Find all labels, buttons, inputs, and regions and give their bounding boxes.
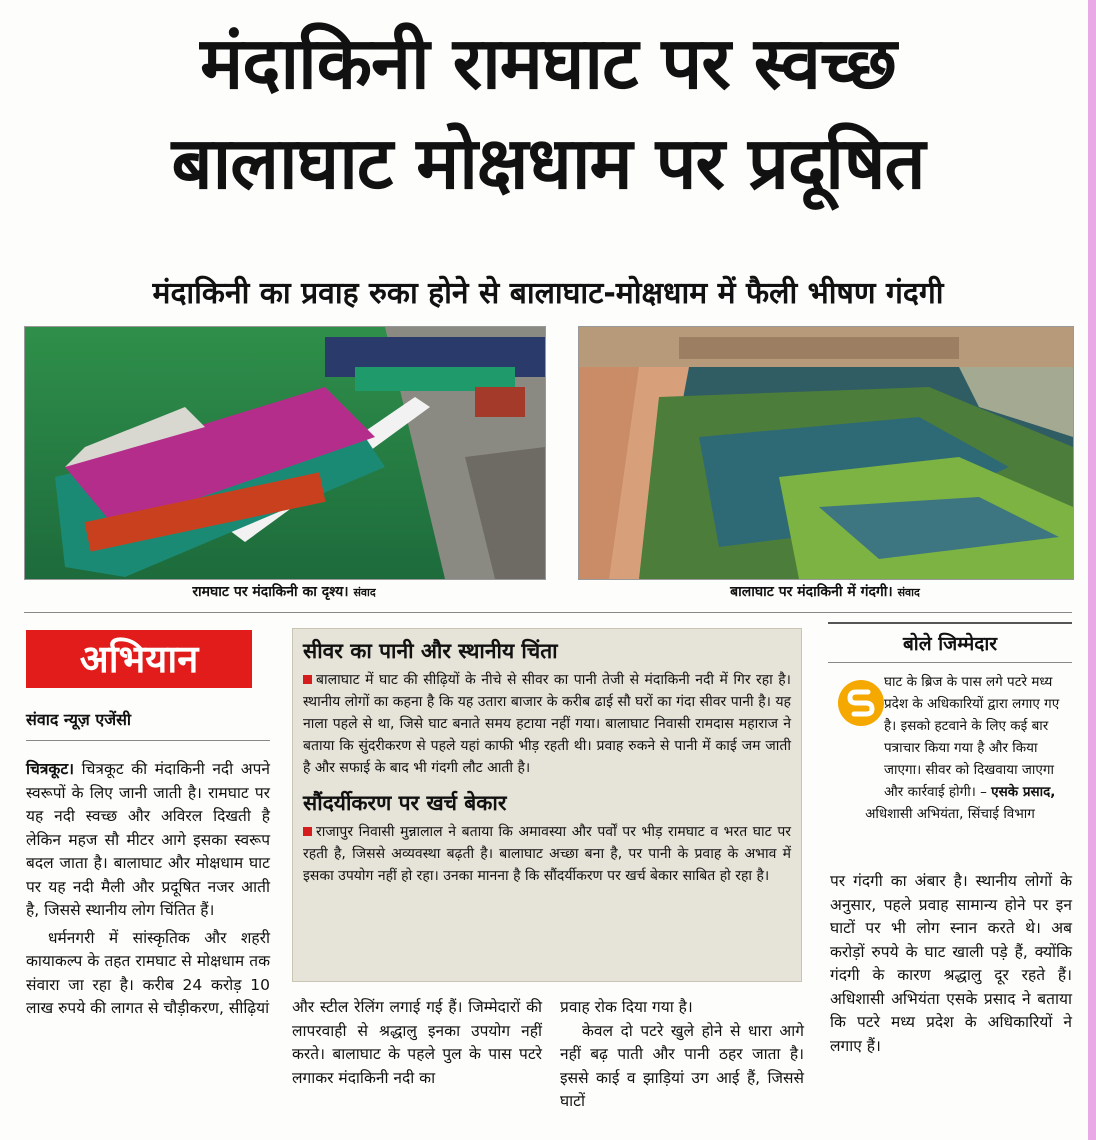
photo-ramghat	[24, 326, 546, 580]
caption-text: रामघाट पर मंदाकिनी का दृश्य।	[192, 584, 349, 600]
quote-body: घाट के ब्रिज के पास लगे पटरे मध्य प्रदेश के अधिकारियों द्वारा लगाए गए है। इसको हटवाने के लिए कई बार पत्राचार किया गया है और किया जाएगा। सीवर को दिखवाया जाएगा और कार्रवाई होगी। –	[884, 674, 1060, 800]
box-heading-1: सीवर का पानी और स्थानीय चिंता	[303, 639, 558, 663]
photo-ramghat-caption	[24, 582, 544, 601]
byline-divider	[26, 740, 270, 741]
box-para-1	[303, 669, 791, 779]
subheadline: मंदाकिनी का प्रवाह रुका होने से बालाघाट-मोक्षधाम में फैली भीषण गंदगी	[152, 276, 944, 311]
box-para-2-text: राजापुर निवासी मुन्नालाल ने बताया कि अमावस्या और पर्वों पर भीड़ रामघाट व भरत घाट पर रहती है, जिससे अव्यवस्था बढ़ती है। बालाघाट अच्छा बना है, पर पानी के प्रवाह के अभाव में इसका उपयोग नहीं हो रहा। उनका मानना है कि सौंदर्यीकरण पर खर्च बेकार साबित हो रहा है।	[303, 824, 791, 884]
column-2-text: और स्टील रेलिंग लगाई गई हैं। जिम्मेदारों की लापरवाही से श्रद्धालु इनका उपयोग नहीं करते। बालाघाट के पहले पुल के पास पटरे लगाकर मंदाकिनी नदी का	[292, 998, 542, 1087]
quote-designation: अधिशासी अभियंता, सिंचाई विभाग	[865, 806, 1035, 822]
box-para-2	[303, 821, 791, 887]
caption-text: बालाघाट पर मंदाकिनी में गंदगी।	[730, 584, 893, 600]
photo-ramghat-image	[25, 327, 545, 579]
quote-divider	[828, 662, 1072, 663]
bullet-square-icon	[303, 827, 312, 836]
headline-line1: मंदाकिनी रामघाट पर स्वच्छ	[200, 21, 896, 105]
photo-balaghat-image	[579, 327, 1073, 579]
headline-line2: बालाघाट मोक्षधाम पर प्रदूषित	[171, 121, 925, 205]
abhiyan-label: अभियान	[26, 630, 252, 688]
column-4	[830, 870, 1072, 1058]
official-quote-title: बोले जिम्मेदार	[902, 633, 998, 655]
column-4-text: पर गंदगी का अंबार है। स्थानीय लोगों के अनुसार, पहले प्रवाह सामान्य होने पर इन घाटों पर भी लोग स्नान करते थे। अब करोड़ों रुपये के घाट खाली पड़े हैं, क्योंकि गंदगी के कारण श्रद्धालु दूर रहते हैं। अधिशासी अभियंता एसके प्रसाद ने बताया कि पटरे मध्य प्रदेश के अधिकारियों ने लगाए हैं।	[830, 872, 1072, 1055]
photo-balaghat-caption	[578, 582, 1072, 601]
box-para-1-text: बालाघाट में घाट की सीढ़ियों के नीचे से सीवर का पानी तेजी से मंदाकिनी नदी में गिर रहा है। स्थानीय लोगों का कहना है कि यह उतारा बाजार के करीब ढाई सौ घरों का गंदा सीवर पानी है। यह नाला पहले से था, जिसे घाट बनाते समय हटाया नहीं गया। बालाघाट निवासी रामदास महाराज ने बताया कि सुंदरीकरण से पहले यहां काफी भीड़ रहती थी। प्रवाह रुकने से पानी में काई जम जाती है और सफाई के बाद भी गंदगी लौट आती है।	[303, 672, 791, 776]
column-1-text: चित्रकूट की मंदाकिनी नदी अपने स्वरूपों के लिए जानी जाती है। रामघाट पर यह नदी स्वच्छ और अविरल दिखती है लेकिन महज सौ मीटर आगे इसका स्वरूप बदल जाता है। बालाघाट और मोक्षधाम घाट पर यह नदी मैली और प्रदूषित नजर आती है, जिससे स्थानीय लोग चिंतित हैं।	[26, 760, 270, 919]
section-divider	[24, 612, 1072, 613]
column-1-para-1	[26, 758, 270, 923]
official-quote-box	[828, 622, 1072, 860]
quote-name: एसके प्रसाद,	[991, 784, 1056, 800]
logo-s-icon	[838, 680, 884, 726]
bullet-square-icon	[303, 675, 312, 684]
column-3	[560, 996, 804, 1114]
photo-balaghat	[578, 326, 1074, 580]
caption-credit: संवाद	[897, 586, 920, 599]
logo-s-glyph	[838, 680, 884, 726]
byline: संवाद न्यूज़ एजेंसी	[26, 710, 132, 729]
column-3-para-1: प्रवाह रोक दिया गया है।	[560, 998, 693, 1016]
column-3-para-2: केवल दो पटरे खुले होने से धारा आगे नहीं बढ़ पाती और पानी ठहर जाता है। इससे काई व झाड़ियां उग आई हैं, जिससे घाटों	[560, 1021, 804, 1110]
column-2	[292, 996, 542, 1090]
column-1	[26, 758, 270, 1021]
box-heading-2: सौंदर्यीकरण पर खर्च बेकार	[303, 791, 507, 815]
dateline: चित्रकूट।	[26, 760, 75, 778]
column-1-para-2: धर्मनगरी में सांस्कृतिक और शहरी कायाकल्प के तहत रामघाट से मोक्षधाम तक संवारा जा रहा है। करीब 24 करोड़ 10 लाख रुपये की लागत से चौड़ीकरण, सीढ़ियां	[26, 928, 270, 1017]
sidebar-box	[292, 628, 802, 982]
caption-credit: संवाद	[353, 586, 376, 599]
